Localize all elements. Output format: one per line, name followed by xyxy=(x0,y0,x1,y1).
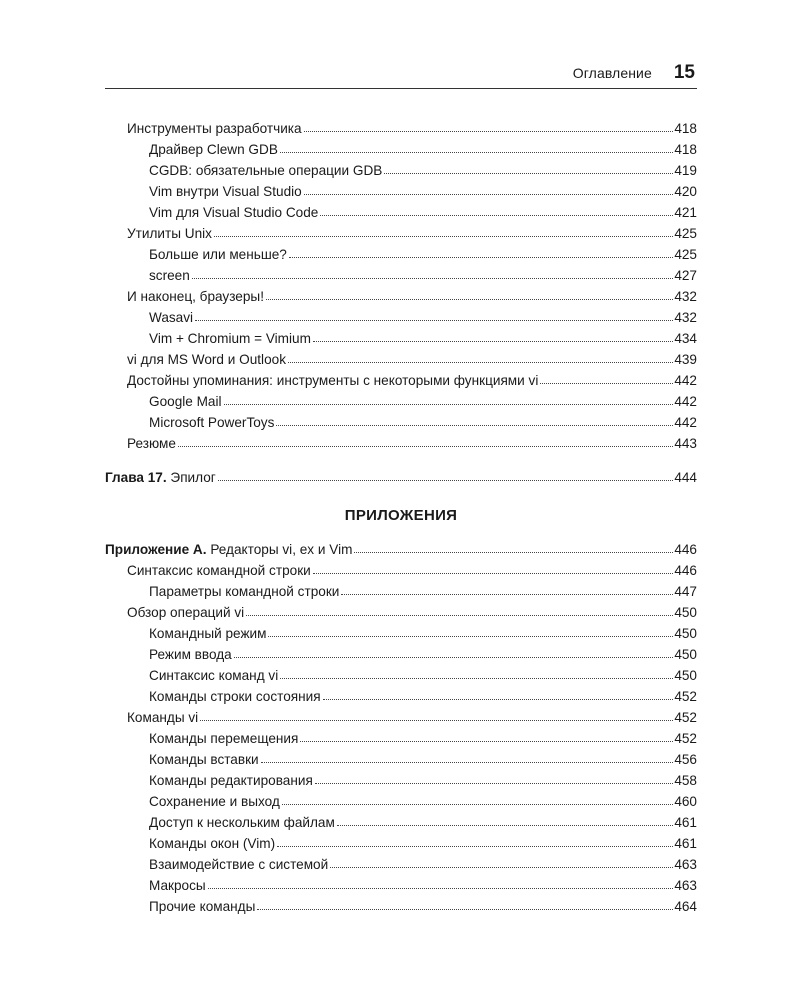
toc-entry-title: Драйвер Clewn GDB xyxy=(149,142,278,157)
toc-entry-page: 450 xyxy=(674,647,697,662)
toc-entry-title: Синтаксис командной строки xyxy=(127,563,311,578)
toc-entry-title: Резюме xyxy=(127,436,176,451)
toc-entry-page: 420 xyxy=(674,184,697,199)
toc-entry-title: Google Mail xyxy=(149,394,222,409)
dot-leader xyxy=(337,825,673,826)
dot-leader xyxy=(280,152,673,153)
toc-entry[interactable] xyxy=(105,200,697,220)
toc-entry[interactable] xyxy=(105,705,697,725)
toc-entry[interactable] xyxy=(105,347,697,367)
dot-leader xyxy=(313,341,673,342)
dot-leader xyxy=(261,762,674,763)
toc-entry[interactable] xyxy=(105,221,697,241)
toc-entry[interactable] xyxy=(105,852,697,872)
toc-entry-page: 444 xyxy=(674,470,697,485)
dot-leader xyxy=(280,678,673,679)
dot-leader xyxy=(276,425,673,426)
dot-leader xyxy=(200,720,673,721)
toc-entry-page: 442 xyxy=(674,373,697,388)
dot-leader xyxy=(268,636,673,637)
dot-leader xyxy=(195,320,673,321)
toc-entry-page: 450 xyxy=(674,626,697,641)
toc-chapter-17[interactable] xyxy=(105,465,697,485)
toc-entry[interactable] xyxy=(105,263,697,283)
page-header xyxy=(105,58,697,89)
toc-entry[interactable] xyxy=(105,600,697,620)
dot-leader xyxy=(323,699,674,700)
running-title: Оглавление xyxy=(572,65,652,81)
toc-entry-page: 425 xyxy=(674,247,697,262)
toc-entry-title: Достойны упоминания: инструменты с некоторыми функциями vi xyxy=(127,373,539,388)
toc-entry-title: Больше или меньше? xyxy=(149,247,287,262)
toc-entry-title: Доступ к нескольким файлам xyxy=(149,815,335,830)
toc-entry-title: screen xyxy=(149,268,190,283)
toc-entry[interactable] xyxy=(105,368,697,388)
toc-entry-title: И наконец, браузеры! xyxy=(127,289,264,304)
toc-entry[interactable] xyxy=(105,663,697,683)
dot-leader xyxy=(277,846,673,847)
toc-entry-title: Команды строки состояния xyxy=(149,689,321,704)
toc-entry-page: 418 xyxy=(674,121,697,136)
toc-entry-page: 447 xyxy=(674,584,697,599)
toc-entry-title: Microsoft PowerToys xyxy=(149,415,275,430)
dot-leader xyxy=(354,552,673,553)
toc-entry-page: 463 xyxy=(674,857,697,872)
toc-entry-title: Командный режим xyxy=(149,626,267,641)
toc-entry[interactable] xyxy=(105,621,697,641)
toc-entry[interactable] xyxy=(105,179,697,199)
toc-entry[interactable] xyxy=(105,789,697,809)
dot-leader xyxy=(330,867,673,868)
toc-entry-title: Vim для Visual Studio Code xyxy=(149,205,319,220)
dot-leader xyxy=(300,741,673,742)
toc-entry[interactable] xyxy=(105,116,697,136)
toc-entry-title: Vim внутри Visual Studio xyxy=(149,184,302,199)
dot-leader xyxy=(218,480,674,481)
dot-leader xyxy=(266,299,673,300)
toc-entry-title: Wasavi xyxy=(149,310,194,325)
dot-leader xyxy=(289,257,673,258)
toc-entry-page: 446 xyxy=(674,563,697,578)
appendix-title: Редакторы vi, ex и Vim xyxy=(210,542,353,557)
toc-entry-page: 461 xyxy=(674,836,697,851)
toc-entry-page: 452 xyxy=(674,710,697,725)
dot-leader xyxy=(384,173,673,174)
toc-entry-page: 456 xyxy=(674,752,697,767)
toc-entry-page: 463 xyxy=(674,878,697,893)
dot-leader xyxy=(315,783,673,784)
toc-entry[interactable] xyxy=(105,768,697,788)
toc-entry[interactable] xyxy=(105,389,697,409)
toc-entry-page: 458 xyxy=(674,773,697,788)
toc-entry[interactable] xyxy=(105,305,697,325)
toc-entry[interactable] xyxy=(105,726,697,746)
toc-entry-page: 419 xyxy=(674,163,697,178)
toc-entry-page: 442 xyxy=(674,394,697,409)
toc-entry[interactable] xyxy=(105,158,697,178)
toc-entry-title: CGDB: обязательные операции GDB xyxy=(149,163,383,178)
toc-entry-title: Синтаксис команд vi xyxy=(149,668,279,683)
toc-entry[interactable] xyxy=(105,284,697,304)
toc-entry[interactable] xyxy=(105,873,697,893)
toc-entry-page: 425 xyxy=(674,226,697,241)
toc-entry-title: Обзор операций vi xyxy=(127,605,245,620)
dot-leader xyxy=(214,236,673,237)
toc-entry[interactable] xyxy=(105,894,697,914)
toc-entry[interactable] xyxy=(105,137,697,157)
toc-entry-page: 418 xyxy=(674,142,697,157)
toc-entry-title: Инструменты разработчика xyxy=(127,121,302,136)
toc-entry-page: 446 xyxy=(674,542,697,557)
toc-entry-page: 443 xyxy=(674,436,697,451)
toc-entry-title: Сохранение и выход xyxy=(149,794,280,809)
dot-leader xyxy=(246,615,673,616)
toc-entry-title: Прочие команды xyxy=(149,899,256,914)
toc-entry-page: 461 xyxy=(674,815,697,830)
toc-entry-page: 442 xyxy=(674,415,697,430)
toc-entry-title: vi для MS Word и Outlook xyxy=(127,352,286,367)
toc-entry-page: 464 xyxy=(674,899,697,914)
toc-entry-page: 432 xyxy=(674,289,697,304)
dot-leader xyxy=(288,362,673,363)
toc-entry[interactable] xyxy=(105,431,697,451)
toc-entry[interactable] xyxy=(105,831,697,851)
dot-leader xyxy=(540,383,673,384)
toc-entry-page: 452 xyxy=(674,731,697,746)
toc-entry-title: Макросы xyxy=(149,878,206,893)
toc-entry-page: 452 xyxy=(674,689,697,704)
toc-entry[interactable] xyxy=(105,747,697,767)
toc-appendix-a[interactable] xyxy=(105,537,697,557)
dot-leader xyxy=(224,404,674,405)
toc-entry-title: Команды перемещения xyxy=(149,731,299,746)
toc-entry[interactable] xyxy=(105,410,697,430)
toc-entry-page: 427 xyxy=(674,268,697,283)
dot-leader xyxy=(192,278,674,279)
toc-entry-page: 421 xyxy=(674,205,697,220)
toc-entry[interactable] xyxy=(105,326,697,346)
toc-entry[interactable] xyxy=(105,242,697,262)
toc-entry-page: 434 xyxy=(674,331,697,346)
toc-entry[interactable] xyxy=(105,579,697,599)
toc-entry-title: Взаимодействие с системой xyxy=(149,857,329,872)
dot-leader xyxy=(208,888,674,889)
toc-entry-page: 432 xyxy=(674,310,697,325)
chapter-title: Эпилог xyxy=(170,470,216,485)
toc-entry-title: Команды окон (Vim) xyxy=(149,836,276,851)
toc-entry-title: Команды вставки xyxy=(149,752,259,767)
toc-entry-page: 450 xyxy=(674,668,697,683)
appendix-prefix: Приложение А. xyxy=(105,542,207,557)
dot-leader xyxy=(304,131,674,132)
toc-entry[interactable] xyxy=(105,642,697,662)
dot-leader xyxy=(313,573,674,574)
section-heading: ПРИЛОЖЕНИЯ xyxy=(344,507,458,524)
toc-entry[interactable] xyxy=(105,558,697,578)
toc-entry-page: 439 xyxy=(674,352,697,367)
dot-leader xyxy=(320,215,673,216)
dot-leader xyxy=(341,594,673,595)
toc-entry[interactable] xyxy=(105,684,697,704)
dot-leader xyxy=(282,804,673,805)
dot-leader xyxy=(304,194,674,195)
toc-entry-title: Утилиты Unix xyxy=(127,226,212,241)
chapter-prefix: Глава 17. xyxy=(105,470,167,485)
dot-leader xyxy=(178,446,673,447)
dot-leader xyxy=(234,657,674,658)
toc-entry-page: 450 xyxy=(674,605,697,620)
toc-entry-title: Параметры командной строки xyxy=(149,584,340,599)
toc-entry-title: Команды vi xyxy=(127,710,199,725)
page-number: 15 xyxy=(673,62,695,83)
toc-entry-title: Режим ввода xyxy=(149,647,232,662)
toc-entry[interactable] xyxy=(105,810,697,830)
toc-entry-page: 460 xyxy=(674,794,697,809)
toc-entry-title: Команды редактирования xyxy=(149,773,313,788)
dot-leader xyxy=(257,909,673,910)
toc-entry-title: Vim + Chromium = Vimium xyxy=(149,331,311,346)
